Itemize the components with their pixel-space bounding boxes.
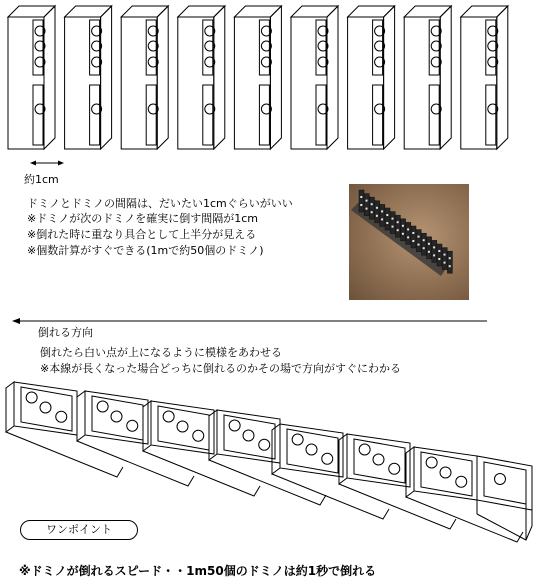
domino-side-face — [327, 6, 338, 149]
domino-pip — [127, 420, 138, 431]
bottom-note: ※ドミノが倒れるスピード・・1m50個のドミノは約1秒で倒れる — [19, 564, 377, 578]
fallen-domino — [209, 410, 326, 505]
note-line-1: ドミノとドミノの間隔は、だいたい1cmぐらいがいい — [27, 197, 293, 210]
domino-top-face — [234, 6, 281, 17]
domino-pip — [177, 421, 188, 432]
domino-top-face — [65, 6, 112, 17]
domino-front-face — [8, 17, 44, 149]
domino-top-face — [461, 6, 508, 17]
photo-domino — [421, 233, 426, 255]
domino-side-face — [497, 6, 508, 149]
domino-lower-panel — [90, 85, 100, 145]
domino-pip — [359, 444, 370, 455]
domino-side-face — [477, 510, 532, 540]
domino-inner-panel — [287, 429, 338, 473]
standing-domino — [65, 6, 112, 149]
photo-domino — [375, 201, 380, 223]
domino-pip — [389, 463, 400, 474]
domino-end-face — [272, 424, 280, 474]
pattern-note-2: ※本線が長くなった場合どっちに倒れるのかその場で方向がすぐにわかる — [40, 362, 401, 375]
domino-inner-panel — [92, 396, 143, 440]
domino-pip — [426, 457, 437, 468]
domino-pip — [292, 434, 303, 445]
domino-lower-panel — [203, 85, 213, 145]
domino-pip — [56, 411, 67, 422]
domino-long-edge — [209, 460, 326, 505]
note-line-2: ※ドミノが次のドミノを確実に倒す間隔が1cm — [27, 212, 258, 225]
photo-domino — [432, 240, 437, 262]
domino-inner-panel — [224, 415, 275, 459]
domino-long-edge — [406, 497, 523, 542]
domino-pip — [456, 476, 467, 487]
domino-top-face — [8, 6, 55, 17]
domino-side-face — [440, 6, 451, 149]
domino-inner-panel — [421, 452, 472, 496]
domino-end-face — [6, 382, 14, 432]
domino-front-face — [404, 17, 440, 149]
photo-domino — [359, 190, 364, 212]
photo-domino — [411, 226, 416, 248]
domino-top-face — [14, 382, 77, 435]
domino-top-face — [121, 6, 168, 17]
photo-domino — [401, 219, 406, 241]
onepoint-callout: ワンポイント — [20, 520, 138, 540]
standing-domino — [404, 6, 451, 149]
domino-side-face — [270, 6, 281, 149]
standing-dominoes — [8, 6, 508, 149]
domino-pip — [322, 453, 333, 464]
photo-domino — [416, 230, 421, 252]
photo-domino — [364, 194, 369, 216]
standing-domino — [178, 6, 225, 149]
domino-front-face — [461, 17, 497, 149]
domino-lower-panel — [33, 85, 43, 145]
domino-pip — [111, 411, 122, 422]
standing-domino — [8, 6, 55, 149]
domino-pip — [440, 467, 451, 478]
pattern-note-1: 倒れたら白い点が上になるように模様をあわせる — [40, 346, 282, 359]
domino-side-face — [157, 6, 168, 149]
domino-top-face — [404, 6, 451, 17]
fallen-domino — [272, 424, 389, 519]
standing-domino — [348, 6, 395, 149]
domino-top-face — [280, 424, 343, 477]
domino-top-face — [348, 6, 395, 17]
domino-pip — [495, 474, 506, 485]
domino-lower-panel — [316, 85, 326, 145]
photo-domino — [437, 244, 442, 266]
domino-lower-panel — [259, 85, 269, 145]
photo-domino — [385, 208, 390, 230]
domino-lower-panel — [146, 85, 156, 145]
domino-pip — [306, 444, 317, 455]
domino-pip — [163, 411, 174, 422]
domino-top-face — [178, 6, 225, 17]
standing-domino — [291, 6, 338, 149]
domino-side-face — [384, 6, 395, 149]
domino-long-edge — [339, 484, 456, 529]
domino-front-face — [234, 17, 270, 149]
fallen-domino — [143, 401, 260, 496]
domino-lower-panel — [373, 85, 383, 145]
domino-side-face — [214, 6, 225, 149]
domino-lower-panel — [486, 85, 496, 145]
domino-long-edge — [272, 474, 389, 519]
photo-domino — [406, 222, 411, 244]
domino-lower-panel — [429, 85, 439, 145]
domino-top-face — [151, 401, 214, 454]
direction-label: 倒れる方向 — [38, 326, 93, 339]
fallen-domino — [77, 391, 194, 486]
domino-top-face — [347, 434, 410, 487]
domino-front-face — [178, 17, 214, 149]
domino-front-face — [348, 17, 384, 149]
domino-top-face — [291, 6, 338, 17]
domino-side-face — [44, 6, 55, 149]
spacing-arrow — [30, 161, 64, 166]
domino-front-face — [65, 17, 101, 149]
domino-pip — [229, 420, 240, 431]
standing-domino — [234, 6, 281, 149]
domino-inner-panel — [158, 406, 209, 450]
domino-pip — [40, 402, 51, 413]
domino-long-edge — [6, 432, 123, 477]
domino-long-edge — [77, 441, 194, 486]
domino-inner-panel — [484, 462, 526, 504]
photo-domino — [369, 197, 374, 219]
fallen-domino-last — [477, 456, 532, 540]
domino-end-face — [209, 410, 217, 460]
photo-domino — [447, 251, 452, 273]
domino-pip — [193, 430, 204, 441]
domino-inner-panel — [354, 439, 405, 483]
domino-top-face — [217, 410, 280, 463]
domino-front-face — [291, 17, 327, 149]
standing-domino — [121, 6, 168, 149]
domino-top-face — [414, 447, 477, 500]
photo-domino — [390, 212, 395, 234]
photo-domino — [442, 248, 447, 270]
domino-pip — [243, 430, 254, 441]
domino-end-face — [77, 391, 85, 441]
photo-domino — [427, 237, 432, 259]
direction-arrow — [12, 318, 487, 324]
domino-side-face — [101, 6, 112, 149]
domino-top-face — [85, 391, 148, 444]
domino-pip — [26, 392, 37, 403]
domino-front-face — [121, 17, 157, 149]
domino-pip — [259, 439, 270, 450]
spacing-label: 約1cm — [24, 173, 59, 186]
fallen-domino — [6, 382, 123, 477]
domino-inner-panel — [21, 387, 72, 431]
standing-domino — [461, 6, 508, 149]
domino-pip — [97, 401, 108, 412]
domino-top-face — [477, 456, 532, 510]
fallen-domino — [339, 434, 456, 529]
note-line-4: ※個数計算がすぐできる(1mで約50個のドミノ) — [27, 244, 264, 257]
photo-domino — [380, 204, 385, 226]
note-line-3: ※倒れた時に重なり具合として上半分が見える — [27, 228, 257, 241]
fallen-dominoes — [6, 382, 532, 542]
domino-photo — [349, 184, 469, 300]
domino-pip — [373, 454, 384, 465]
photo-domino — [395, 215, 400, 237]
